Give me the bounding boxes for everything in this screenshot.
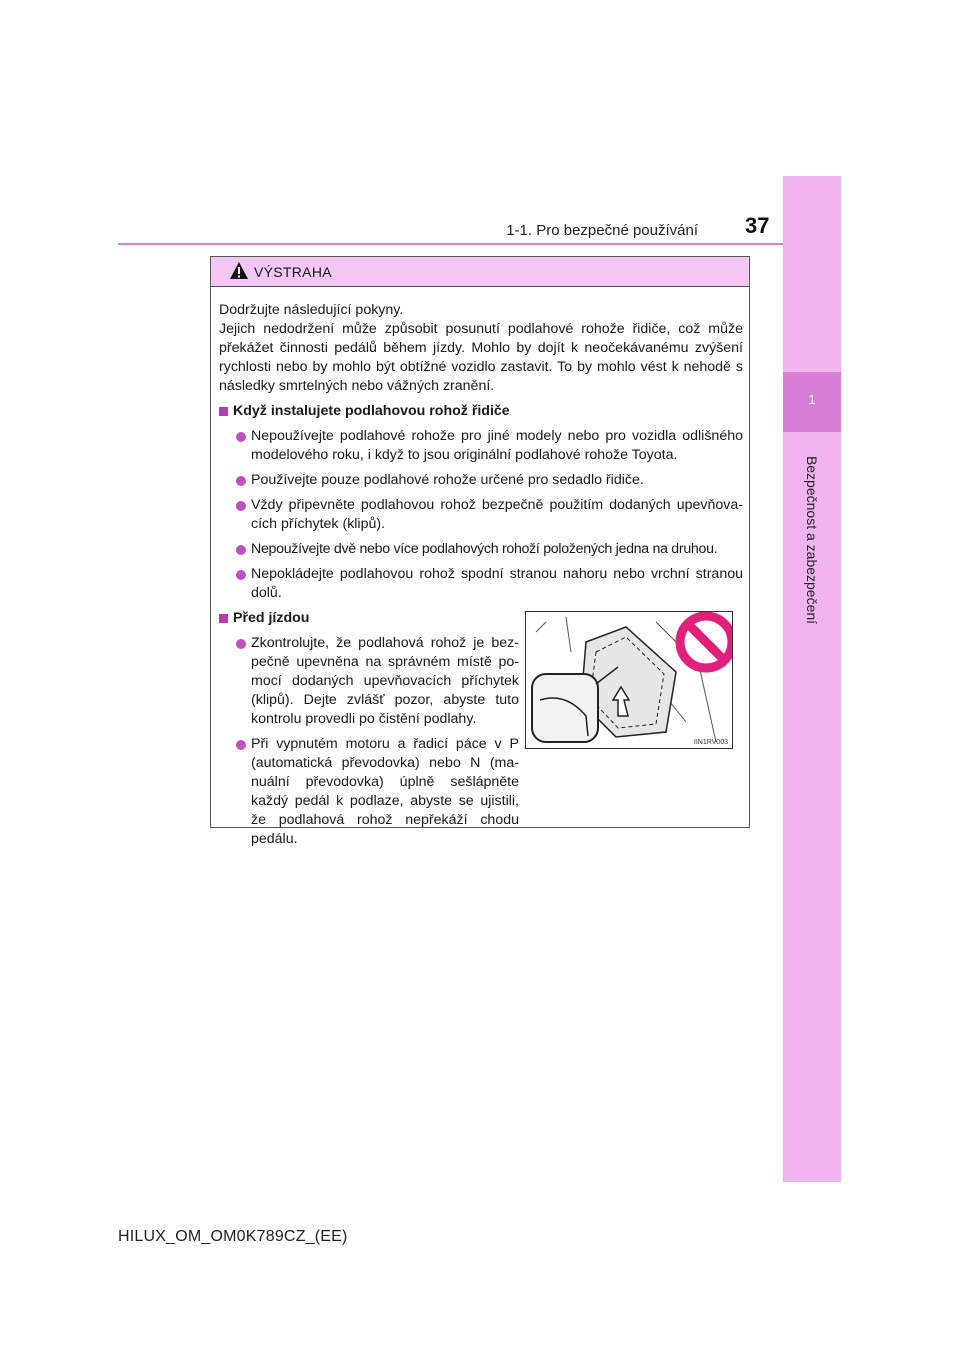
section-heading: Když instalujete podlahovou rohož řidiče	[219, 402, 743, 421]
list-item: Používejte pouze podlahové rohože určené pro sedadlo řidiče.	[219, 471, 743, 490]
list-item: Nepoužívejte podlahové rohože pro jiné modely nebo pro vozidla odlišného modelového roku, i když to jsou originální podlahové rohože Toyota.	[219, 427, 743, 465]
warning-header	[211, 257, 749, 287]
document-code: HILUX_OM_OM0K789CZ_(EE)	[118, 1228, 348, 1245]
warning-title: VÝSTRAHA	[254, 264, 332, 280]
section-heading: Před jízdou	[219, 609, 743, 628]
intro-paragraph: Jejich nedodržení může způsobit posunutí podlahové rohože řidiče, což může překážet činnosti pedálů během jízdy. Mohlo by dojít k neočekávanému zvýšení rychlosti nebo by mohlo být obtížné vozidlo zastavit. To by mohlo vést k nehodě s následky smrtelných nebo vážných zranění.	[219, 321, 743, 394]
warning-content	[219, 301, 743, 849]
intro-line: Dodržujte následující pokyny.	[219, 302, 404, 318]
list-item: Nepokládejte podlahovou rohož spodní stranou nahoru nebo vrchní stranou dolů.	[219, 565, 743, 603]
section-title: 1-1. Pro bezpečné používání	[506, 222, 698, 239]
floor-mat-drawing	[526, 612, 732, 748]
chapter-number: 1	[808, 392, 816, 407]
list-item: Nepoužívejte dvě nebo více podlahových rohoží položených jedna na druhou.	[219, 540, 743, 559]
list-item: Vždy připevněte podlahovou rohož bezpečně použitím dodaných upevňova-cích příchytek (klipů).	[219, 496, 743, 534]
page-number: 37	[745, 213, 770, 238]
list-item: Zkontrolujte, že podlahová rohož je bez-pečně upevněna na správném místě po-mocí dodaných upevňovacích příchytek (klipů). Dejte zvlášť pozor, abyste tuto kontrolu provedli po čistění podlahy.	[219, 634, 519, 729]
side-tab	[783, 176, 841, 1182]
chapter-marker	[783, 372, 841, 432]
warning-icon	[229, 261, 249, 280]
figure-code: IIN1RV003	[693, 739, 728, 746]
floor-mat-illustration	[525, 611, 733, 749]
chapter-label: Bezpečnost a zabezpečení	[804, 455, 820, 625]
list-item: Při vypnutém motoru a řadicí páce v P (automatická převodovka) nebo N (ma-nuální převodovka) úplně sešlápněte každý pedál k podlaze, abyste se ujistili, že podlahová rohož nepřekáží chodu pedálu.	[219, 735, 519, 849]
header-rule	[118, 243, 783, 245]
